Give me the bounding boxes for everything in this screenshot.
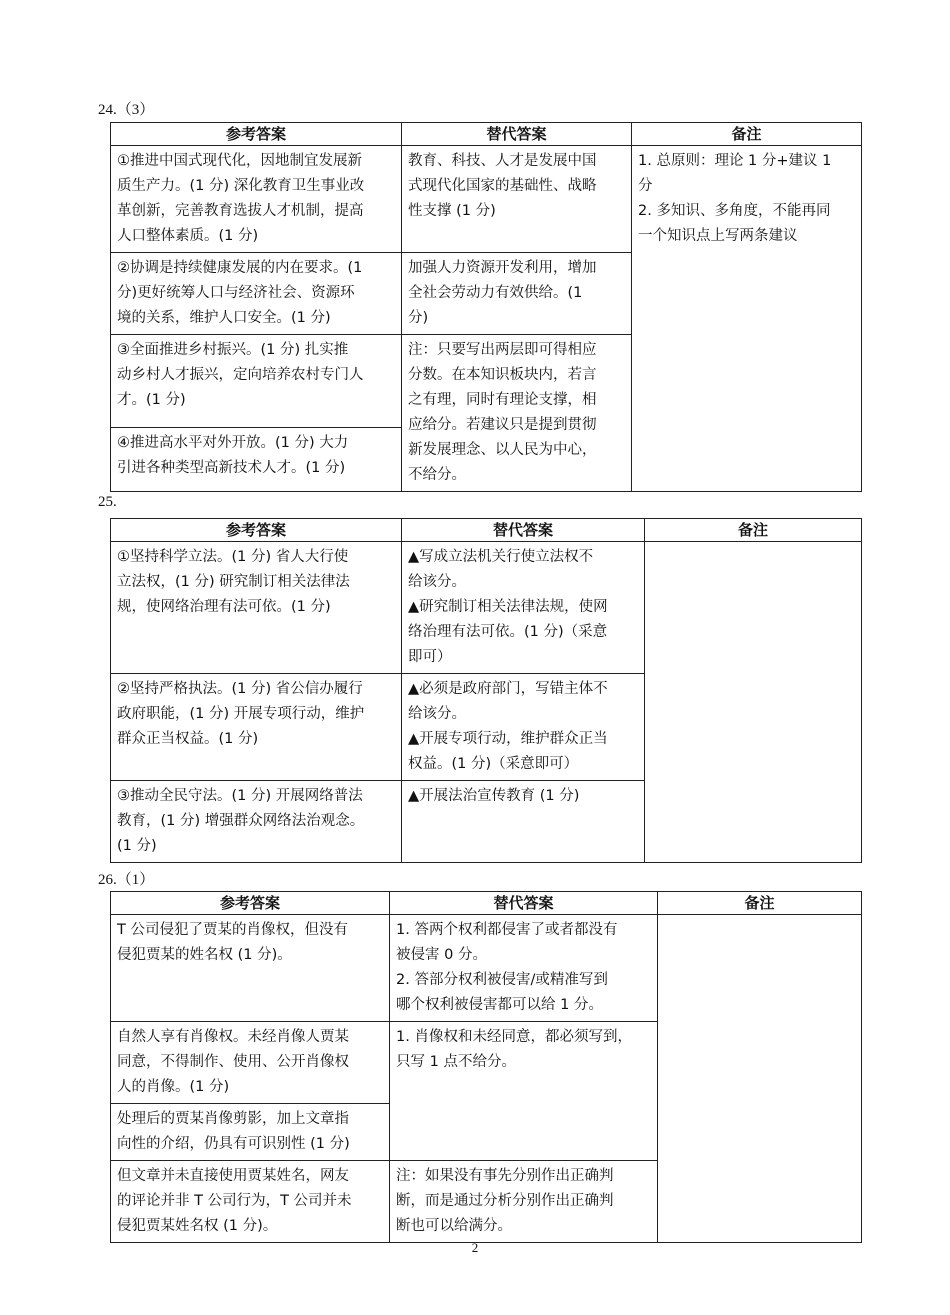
header-reference: 参考答案 — [111, 123, 402, 146]
ref-cell: ③推动全民守法。(1 分) 开展网络普法 教育，(1 分) 增强群众网络法治观念。 (1 分) — [111, 781, 402, 863]
alt-cell: 注：只要写出两层即可得相应 分数。在本知识板块内，若言 之有理，同时有理论支撑，相 应给分。若建议只是提到贯彻 新发展理念、以人民为中心， 不给分。 — [402, 335, 632, 492]
alt-cell: 教育、科技、人才是发展中国 式现代化国家的基础性、战略 性支撑 (1 分) — [402, 146, 632, 253]
header-notes: 备注 — [658, 892, 862, 915]
alt-cell: ▲写成立法机关行使立法权不 给该分。 ▲研究制订相关法律法规，使网 络治理有法可依。(1 分)（采意 即可） — [402, 542, 645, 674]
ref-cell: T 公司侵犯了贾某的肖像权，但没有 侵犯贾某的姓名权 (1 分)。 — [111, 915, 390, 1022]
header-reference: 参考答案 — [111, 892, 390, 915]
ref-cell: ③全面推进乡村振兴。(1 分) 扎实推 动乡村人才振兴，定向培养农村专门人 才。(1 分) — [111, 335, 402, 428]
table-row — [111, 146, 862, 253]
table-row — [111, 542, 862, 674]
header-notes: 备注 — [632, 123, 862, 146]
note-cell — [658, 915, 862, 1243]
table-header-row — [111, 519, 862, 542]
alt-cell: ▲必须是政府部门，写错主体不 给该分。 ▲开展专项行动，维护群众正当 权益。(1 分)（采意即可） — [402, 674, 645, 781]
header-notes: 备注 — [645, 519, 862, 542]
q24-table — [110, 122, 862, 492]
ref-cell: ①推进中国式现代化，因地制宜发展新 质生产力。(1 分) 深化教育卫生事业改 革创新，完善教育选拔人才机制，提高 人口整体素质。(1 分) — [111, 146, 402, 253]
ref-cell: 处理后的贾某肖像剪影，加上文章指 向性的介绍，仍具有可识别性 (1 分) — [111, 1104, 390, 1161]
alt-cell: 1. 肖像权和未经同意，都必须写到， 只写 1 点不给分。 — [390, 1022, 658, 1161]
note-cell: 1. 总原则：理论 1 分+建议 1 分 2. 多知识、多角度，不能再同 一个知识点上写两条建议 — [632, 146, 862, 492]
q26-label: 26.（1） — [98, 872, 155, 888]
alt-cell: ▲开展法治宣传教育 (1 分) — [402, 781, 645, 863]
ref-cell: ②坚持严格执法。(1 分) 省公信办履行 政府职能，(1 分) 开展专项行动，维护 群众正当权益。(1 分) — [111, 674, 402, 781]
ref-cell: ②协调是持续健康发展的内在要求。(1 分)更好统筹人口与经济社会、资源环 境的关系，维护人口安全。(1 分) — [111, 253, 402, 335]
q25-label: 25. — [98, 494, 117, 510]
note-cell — [645, 542, 862, 863]
header-alternative: 替代答案 — [402, 123, 632, 146]
table-row — [111, 915, 862, 1022]
table-header-row — [111, 123, 862, 146]
ref-cell: 自然人享有肖像权。未经肖像人贾某 同意，不得制作、使用、公开肖像权 人的肖像。(1 分) — [111, 1022, 390, 1104]
ref-cell: 但文章并未直接使用贾某姓名，网友 的评论并非 T 公司行为，T 公司并未 侵犯贾某姓名权 (1 分)。 — [111, 1161, 390, 1243]
alt-cell: 1. 答两个权利都侵害了或者都没有 被侵害 0 分。 2. 答部分权利被侵害/或精准写到 哪个权利被侵害都可以给 1 分。 — [390, 915, 658, 1022]
q25-table — [110, 518, 862, 863]
alt-cell: 加强人力资源开发利用，增加 全社会劳动力有效供给。(1 分) — [402, 253, 632, 335]
q26-table — [110, 891, 862, 1243]
table-header-row — [111, 892, 862, 915]
header-alternative: 替代答案 — [390, 892, 658, 915]
ref-cell: ④推进高水平对外开放。(1 分) 大力 引进各种类型高新技术人才。(1 分) — [111, 427, 402, 491]
header-alternative: 替代答案 — [402, 519, 645, 542]
ref-cell: ①坚持科学立法。(1 分) 省人大行使 立法权，(1 分) 研究制订相关法律法 规，使网络治理有法可依。(1 分) — [111, 542, 402, 674]
header-reference: 参考答案 — [111, 519, 402, 542]
alt-cell: 注：如果没有事先分别作出正确判 断，而是通过分析分别作出正确判 断也可以给满分。 — [390, 1161, 658, 1243]
q24-label: 24.（3） — [98, 102, 155, 118]
page-number: 2 — [471, 1240, 479, 1255]
